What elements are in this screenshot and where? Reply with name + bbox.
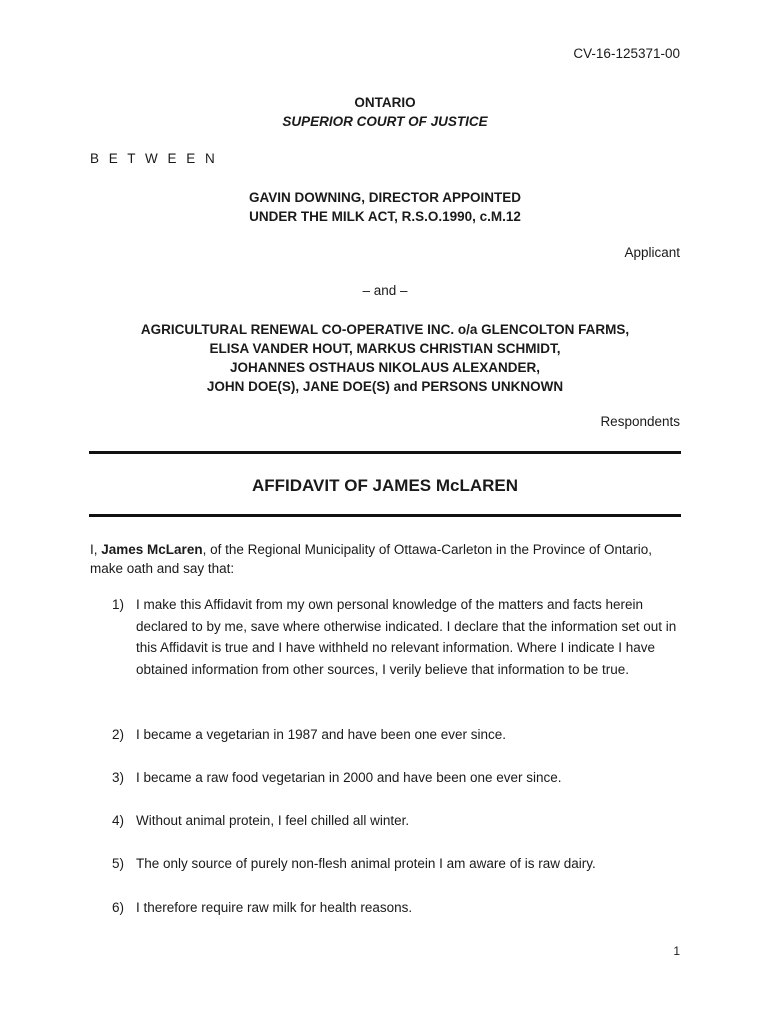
court-heading: SUPERIOR COURT OF JUSTICE (282, 114, 488, 129)
applicant-line: GAVIN DOWNING, DIRECTOR APPOINTED (248, 190, 521, 205)
applicant-role-label: Applicant (624, 245, 680, 260)
respondent-line: ELISA VANDER HOUT, MARKUS CHRISTIAN SCHMIDT, (209, 341, 561, 356)
title-rule-top (89, 451, 681, 454)
title-rule-bottom (89, 514, 681, 517)
respondent-line: AGRICULTURAL RENEWAL CO-OPERATIVE INC. o/a GLENCOLTON FARMS, (140, 322, 630, 337)
paragraph-text: The only source of purely non-flesh animal protein I am aware of is raw dairy. (136, 856, 596, 871)
list-item (90, 724, 680, 746)
between-label: B E T W E E N (90, 151, 218, 166)
paragraph-text: Without animal protein, I feel chilled all winter. (136, 813, 410, 828)
list-item (90, 767, 680, 789)
list-item (90, 810, 680, 832)
intro-rest: , of the Regional Municipality of Ottawa-Carleton in the Province of Ontario, make oath and say that: (90, 542, 653, 576)
list-item (90, 897, 680, 919)
applicant-name-block (0, 188, 770, 226)
paragraph-text: I therefore require raw milk for health reasons. (136, 900, 413, 915)
intro-statement (90, 540, 680, 578)
paragraph-number: 1) (112, 597, 125, 612)
list-item (90, 853, 680, 875)
page-number: 1 (673, 944, 680, 958)
respondents-name-block (0, 320, 770, 396)
paragraph-number: 5) (112, 856, 125, 871)
respondent-line: JOHN DOE(S), JANE DOE(S) and PERSONS UNKNOWN (206, 379, 564, 394)
respondents-role-label: Respondents (600, 414, 680, 429)
and-separator: – and – (362, 283, 408, 298)
paragraph-number: 4) (112, 813, 125, 828)
court-file-number: CV-16-125371-00 (573, 46, 680, 61)
paragraph-number: 2) (112, 727, 125, 742)
deponent-name: James McLaren (101, 542, 203, 557)
paragraph-text: I make this Affidavit from my own personal knowledge of the matters and facts herein declared to by me, save where otherwise indicated. I declare that the information set out in this Affidavit is true and I have withheld no relevant information. Where I indicate I have obtained information from other sources, I verily believe that information to be true. (136, 597, 677, 677)
applicant-line: UNDER THE MILK ACT, R.S.O.1990, c.M.12 (249, 209, 521, 224)
list-item (90, 594, 680, 680)
jurisdiction-heading: ONTARIO (354, 95, 416, 110)
respondent-line: JOHANNES OSTHAUS NIKOLAUS ALEXANDER, (229, 360, 541, 375)
paragraph-text: I became a vegetarian in 1987 and have been one ever since. (136, 727, 507, 742)
paragraph-text: I became a raw food vegetarian in 2000 and have been one ever since. (136, 770, 562, 785)
paragraph-number: 3) (112, 770, 125, 785)
intro-prefix: I, (90, 542, 102, 557)
paragraph-number: 6) (112, 900, 125, 915)
document-title: AFFIDAVIT OF JAMES McLAREN (251, 476, 519, 495)
